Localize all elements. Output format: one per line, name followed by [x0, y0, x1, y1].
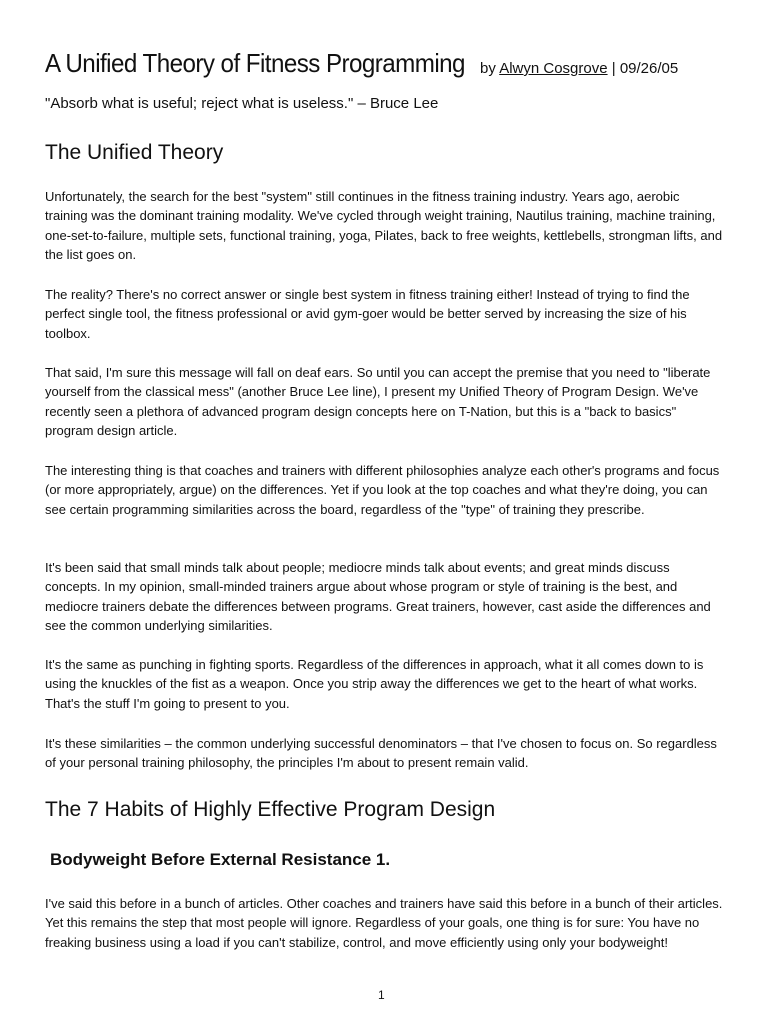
- byline-by: by: [480, 60, 496, 77]
- paragraph: The interesting thing is that coaches and trainers with different philosophies analyze each other's programs and focus (or more appropriately, argue) on the differences. Yet if you look at the top coaches and what they're doing, you can see certain programming similarities across the board, regardless of the "type" of training they prescribe.: [45, 463, 720, 517]
- subheading-bodyweight: Bodyweight Before External Resistance 1.: [50, 850, 391, 869]
- paragraph: The reality? There's no correct answer or single best system in fitness training either! Instead of trying to find the perfect single tool, the fitness professional or avid gym-goer would be better served by increasing the size of his toolbox.: [45, 287, 690, 341]
- page-number: 1: [378, 988, 385, 1002]
- section-heading-unified-theory: The Unified Theory: [45, 141, 224, 164]
- paragraph: Unfortunately, the search for the best "system" still continues in the fitness training industry. Years ago, aerobic training was the dominant training modality. We've cycled through weight training, Nautilus training, machine training, one-set-to-failure, multiple sets, functional training, yoga, Pilates, back to free weights, kettlebells, strongman lifts, and the list goes on.: [45, 189, 723, 263]
- paragraph: I've said this before in a bunch of articles. Other coaches and trainers have said this before in a bunch of their articles. Yet this remains the step that most people will ignore. Regardless of your goals, one thing is for sure: You have no freaking business using a load if you can't stabilize, control, and move efficiently using only your bodyweight!: [45, 896, 723, 950]
- section-heading-7-habits: The 7 Habits of Highly Effective Program Design: [45, 798, 496, 821]
- byline-separator: |: [611, 60, 616, 77]
- title-row: [45, 48, 745, 79]
- paragraph: That said, I'm sure this message will fall on deaf ears. So until you can accept the premise that you need to "liberate yourself from the classical mess" (another Bruce Lee line), I present my Unified Theory of Program Design. We've recently seen a plethora of advanced program design concepts here on T-Nation, but this is a "back to basics" program design article.: [45, 365, 711, 439]
- publish-date: 09/26/05: [619, 60, 679, 77]
- byline: [480, 60, 678, 77]
- paragraph: It's been said that small minds talk about people; mediocre minds talk about events; and great minds discuss concepts. In my opinion, small-minded trainers argue about whose program or style of training is the best, and mediocre trainers debate the differences between programs. Great trainers, however, cast aside the differences and see the common underlying similarities.: [45, 560, 711, 634]
- paragraph: It's the same as punching in fighting sports. Regardless of the differences in approach, what it all comes down to is using the knuckles of the fist as a weapon. Once you strip away the differences we get to the heart of what works. That's the stuff I'm going to present to you.: [45, 657, 704, 711]
- epigraph-quote: "Absorb what is useful; reject what is useless." – Bruce Lee: [45, 95, 439, 112]
- article-title: A Unified Theory of Fitness Programming: [45, 48, 465, 78]
- author-link[interactable]: Alwyn Cosgrove: [499, 60, 608, 77]
- paragraph: It's these similarities – the common underlying successful denominators – that I've chosen to focus on. So regardless of your personal training philosophy, the principles I'm about to present remain valid.: [45, 736, 717, 771]
